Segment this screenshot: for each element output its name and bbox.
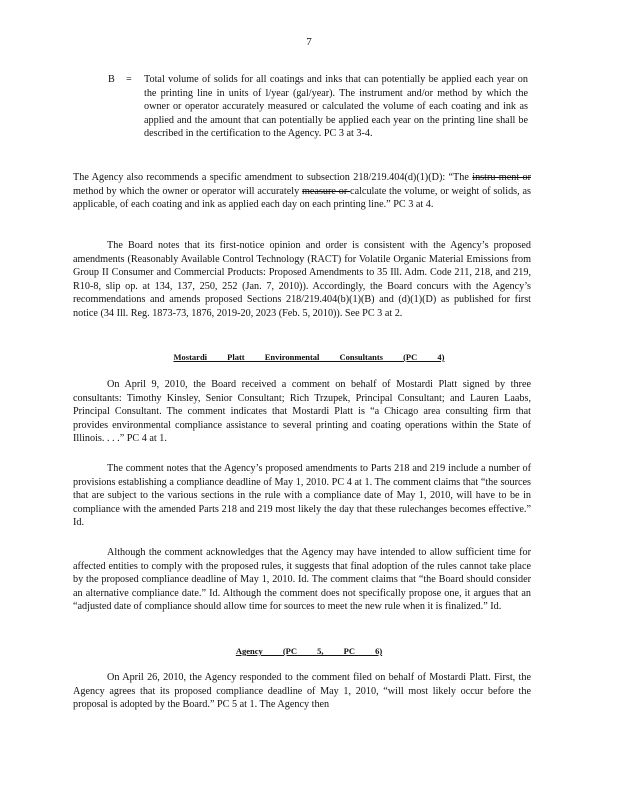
p1-strike-2: measure or xyxy=(301,185,351,197)
paragraph-agency-recommendation xyxy=(73,171,531,212)
p1-text-b: method by which the owner or operator will accurately xyxy=(73,185,302,197)
paragraph-mostardi-comment: On April 9, 2010, the Board received a comment on behalf of Mostardi Platt signed by three consultants: Timothy Kinsley, Senior Consultant; Rich Trzupek, Principal Consultant; and Lauren Laabs, Principal Consultant. The comment indicates that Mostardi Platt is “a Chicago area consulting firm that provides environmental compliance assistance to several printing and coating operations within the State of Illinois. . . .” PC 4 at 1. xyxy=(73,379,531,444)
paragraph-agency-response: On April 26, 2010, the Agency responded to the comment filed on behalf of Mostardi Platt. First, the Agency agrees that its proposed compliance deadline of May 1, 2010, “will most likely occur before the proposal is adopted by the Board.” PC 5 at 1. The Agency then xyxy=(73,672,531,710)
page-number: 7 xyxy=(306,36,312,48)
section-heading-mostardi: Mostardi Platt Environmental Consultants (PC 4) xyxy=(173,352,445,362)
p1-text-a: The Agency also recommends a specific amendment to subsection 218/219.404(d)(1)(D): “The xyxy=(73,172,473,183)
p1-text-c: calculate the volume, or weight of solids, as applicable, of each coating and ink as applied each day on each printing line.” PC 3 at 4. xyxy=(73,185,531,210)
definition-text: Total volume of solids for all coatings and inks that can potentially be applied each year on the printing line in units of l/year (gal/year). The instrument and/or method by which the owner or operator accurately measured or calculated the volume of each coating and ink as applied and the amount that can potentially be applied each year on the printing line shall be described in the certification to the Agency. PC 3 at 3-4. xyxy=(144,74,528,139)
paragraph-alternative-date: Although the comment acknowledges that the Agency may have intended to allow sufficient time for affected entities to comply with the proposed rules, it suggests that final adoption of the rules cannot take place by the proposed compliance deadline of May 1, 2010. Id. The comment claims that “the Board should consider an alternative compliance date.” Id. Although the comment does not specifically propose one, it argues that an “adjusted date of compliance should allow time for sources to meet the new rule when it is finalized.” Id. xyxy=(73,547,531,612)
definition-label: B xyxy=(108,74,115,85)
paragraph-compliance-deadline: The comment notes that the Agency’s proposed amendments to Parts 218 and 219 include a number of provisions establishing a compliance deadline of May 1, 2010. PC 4 at 1. The comment claims that “the sources that are subject to the various sections in the rule with a compliance date of May 1, 2010, will have to be in compliance with the amended Parts 218 and 219 most likely the day that these rulechanges becomes effective.” Id. xyxy=(73,463,531,528)
paragraph-board-notes: The Board notes that its first-notice opinion and order is consistent with the Agency’s proposed amendments (Reasonably Available Control Technology (RACT) for Volatile Organic Material Emissions from Group II Consumer and Commercial Products: Proposed Amendments to 35 Ill. Adm. Code 211, 218, and 219, R10-8, slip op. at 134, 137, 250, 252 (Jan. 7, 2010)). Accordingly, the Board concurs with the Agency’s recommendations and amends proposed Sections 218/219.404(b)(1)(B) and (d)(1)(D) as published for first notice (34 Ill. Reg. 1873-73, 1876, 2019-20, 2023 (Feb. 5, 2010)). See PC 3 at 2. xyxy=(73,240,531,319)
definition-b xyxy=(108,73,528,141)
section-heading-agency: Agency (PC 5, PC 6) xyxy=(235,646,383,656)
p1-strike-1: instru ment or xyxy=(472,172,531,183)
definition-equals: = xyxy=(126,74,132,85)
